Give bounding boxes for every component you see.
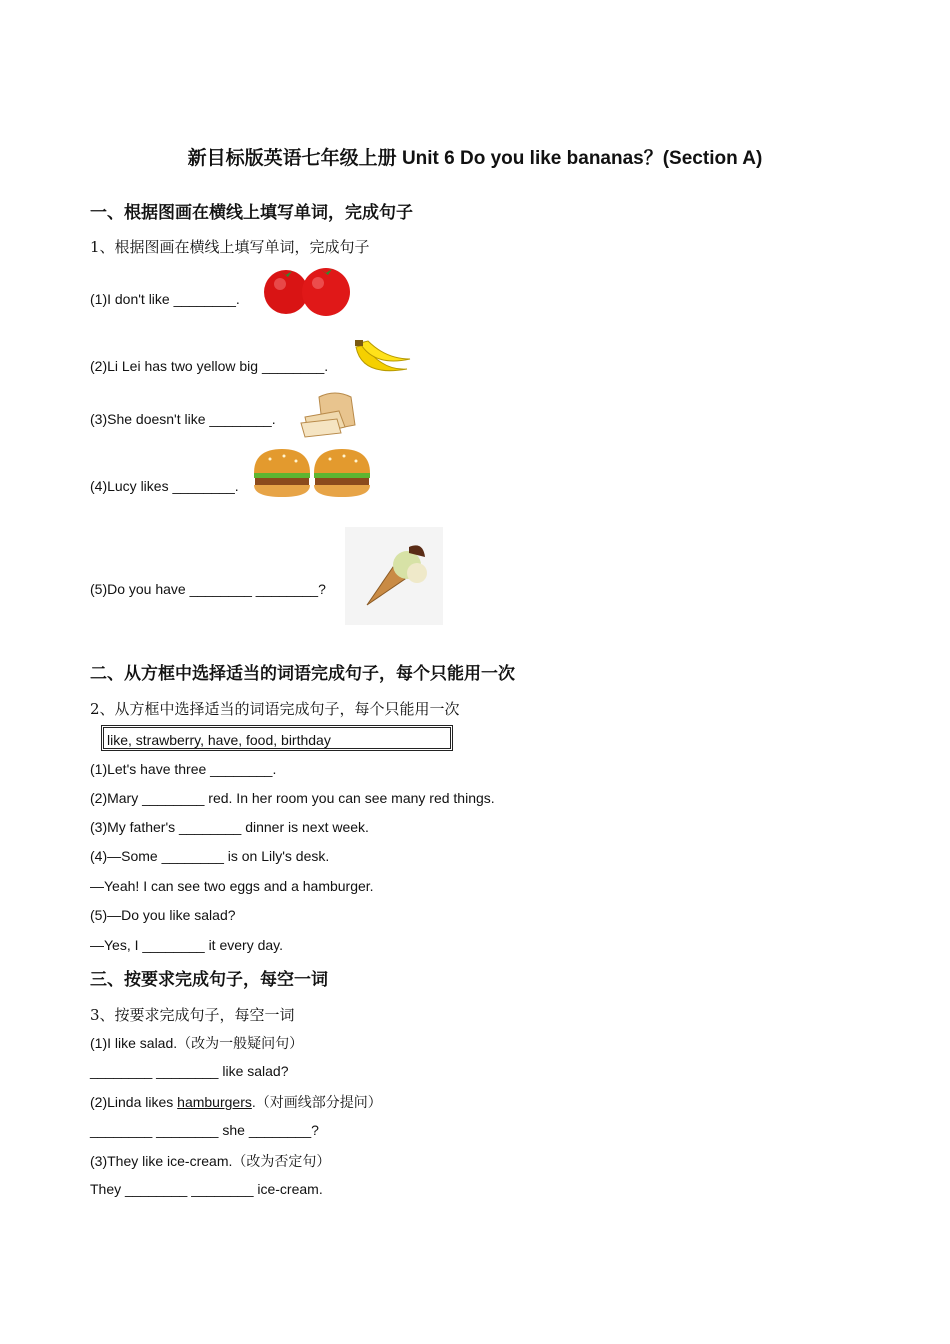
page-title: 新目标版英语七年级上册 Unit 6 Do you like bananas？(Section A) [187,148,763,169]
s3-item-1-note: （改为一般疑问句） [177,1036,304,1052]
s3-item-3 [90,1151,330,1171]
s2-item-4-reply: —Yeah! I can see two eggs and a hamburger. [90,878,374,894]
s1-item-5: (5)Do you have ________ ________? [90,581,326,597]
s2-item-2: (2)Mary ________ red. In her room you can see many red things. [90,790,495,806]
s1-item-2: (2)Li Lei has two yellow big ________. [90,358,329,374]
section1-heading: 一、根据图画在横线上填写单词，完成句子 [90,203,413,222]
s3-item-2 [90,1092,382,1112]
s3-item-3-answer: They ________ ________ ice-cream. [90,1181,323,1197]
s2-item-5-reply: —Yes, I ________ it every day. [90,937,284,953]
s3-item-2-suffix: . [251,1094,256,1110]
s3-item-3-text: (3)They like ice-cream. [90,1153,233,1169]
s3-item-2-note: （对画线部分提问） [255,1095,382,1111]
s3-item-2-underlined: hamburgers [177,1094,252,1110]
bananas-image [352,337,414,383]
section2-question: 2、从方框中选择适当的词语完成句子，每个只能用一次 [90,700,460,718]
s3-item-3-note: （改为否定句） [232,1154,331,1170]
s2-item-3: (3)My father's ________ dinner is next week. [90,819,369,835]
s1-item-4: (4)Lucy likes ________. [90,478,239,494]
section1-question: 1、根据图画在横线上填写单词，完成句子 [90,238,370,256]
s3-item-2-answer: ________ ________ she ________? [90,1122,319,1138]
ice-cream-image [345,527,443,625]
section2-heading: 二、从方框中选择适当的词语完成句子，每个只能用一次 [90,664,515,683]
s1-item-1: (1)I don't like ________. [90,291,240,307]
s2-item-5: (5)—Do you like salad? [90,907,236,923]
hamburgers-image [252,447,372,501]
tomatoes-image [258,262,353,318]
s3-item-1-answer: ________ ________ like salad? [90,1063,289,1079]
s3-item-1 [90,1033,303,1053]
s3-item-2-prefix: (2)Linda likes [90,1094,178,1110]
s1-item-3: (3)She doesn't like ________. [90,411,276,427]
s3-item-1-text: (1)I like salad. [90,1035,178,1051]
section3-question: 3、按要求完成句子，每空一词 [90,1006,295,1024]
section3-heading: 三、按要求完成句子，每空一词 [90,970,328,989]
word-box [101,725,453,751]
s2-item-4: (4)—Some ________ is on Lily's desk. [90,848,330,864]
s2-item-1: (1)Let's have three ________. [90,761,277,777]
bread-image [295,391,361,439]
word-box-text: like, strawberry, have, food, birthday [107,732,331,748]
